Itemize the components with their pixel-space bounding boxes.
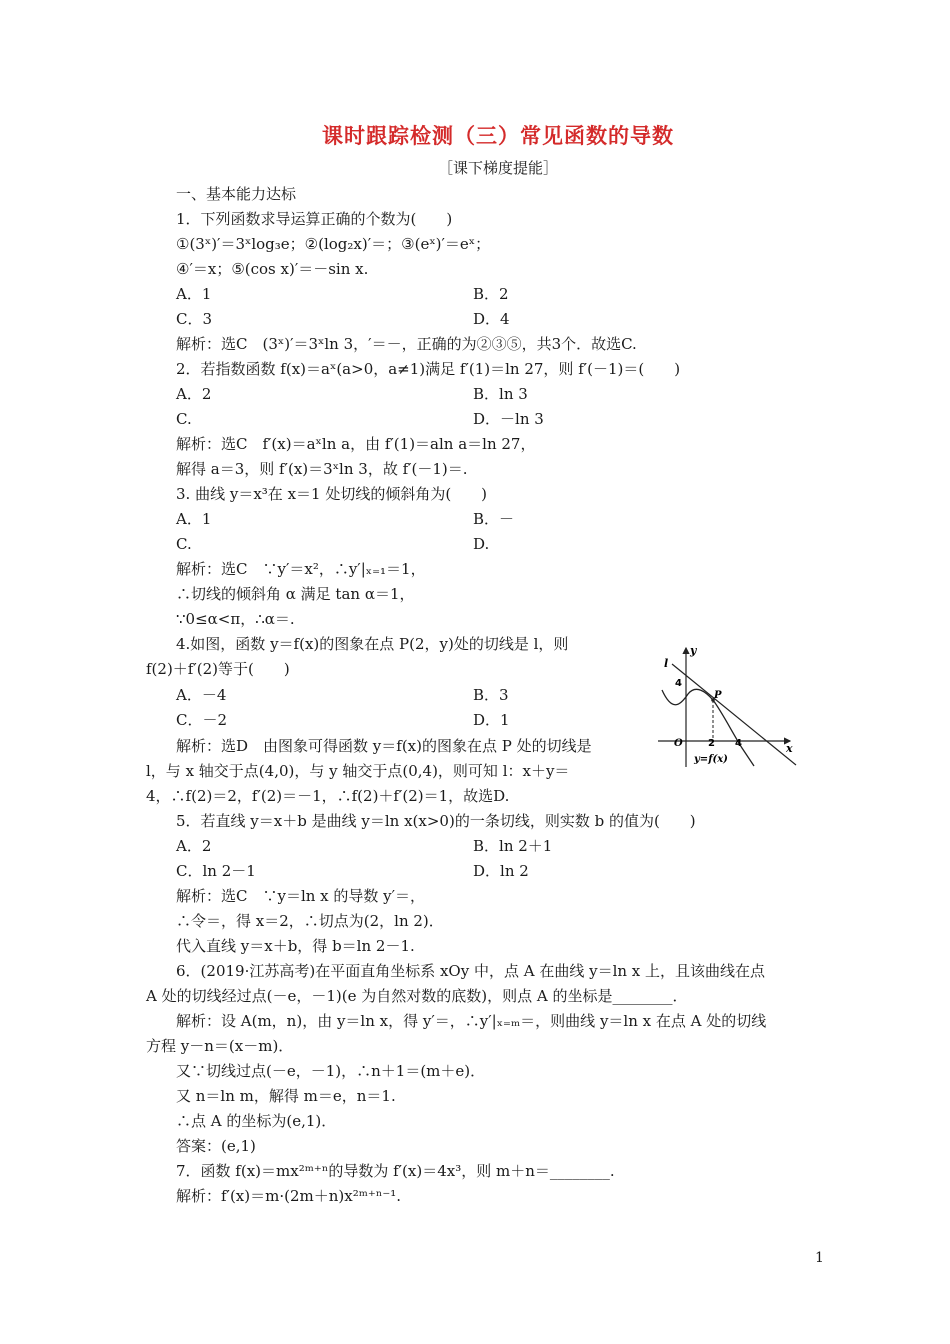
fig-x-label: x	[786, 742, 793, 755]
q6-solution-4: 又 n＝ln m，解得 m＝e，n＝1.	[176, 1087, 396, 1105]
q4-option-c: C．－2	[176, 711, 228, 729]
q6-solution-1: 解析：设 A(m，n)，由 y＝ln x，得 y′＝，∴y′|ₓ₌ₘ＝，则曲线 y＝ln x 在点 A 处的切线	[176, 1012, 767, 1030]
q5-option-a: A．2	[176, 837, 212, 855]
q2-solution-2: 解得 a＝3，则 f′(x)＝3ˣln 3，故 f′(－1)＝.	[176, 460, 468, 478]
fig-l-label: l	[664, 657, 669, 670]
fig-y-label: y	[690, 644, 697, 657]
q2-option-b: B．ln 3	[473, 385, 528, 403]
section-heading: 一、基本能力达标	[176, 185, 297, 203]
q4-option-a: A．－4	[176, 686, 227, 704]
q4-stem-1: 4.如图，函数 y＝f(x)的图象在点 P(2，y)处的切线是 l，则	[176, 635, 569, 653]
q2-solution-1: 解析：选C f′(x)＝aˣln a，由 f′(1)＝aln a＝ln 27，	[176, 435, 536, 453]
page-subtitle: ［课下梯度提能］	[437, 159, 558, 177]
q6-stem-1: 6．(2019·江苏高考)在平面直角坐标系 xOy 中，点 A 在曲线 y＝ln x 上，且该曲线在点	[176, 962, 766, 980]
q5-option-c: C．ln 2－1	[176, 862, 256, 880]
q1-option-a: A．1	[176, 285, 212, 303]
page-number: 1	[815, 1250, 824, 1266]
fig-function-label: y=f(x)	[694, 754, 728, 765]
q7-stem: 7．函数 f(x)＝mx²ᵐ⁺ⁿ的导数为 f′(x)＝4x³，则 m＋n＝________.	[176, 1162, 615, 1180]
q5-option-d: D．ln 2	[473, 862, 529, 880]
q2-option-c: C.	[176, 410, 192, 428]
q4-stem-2: f(2)＋f′(2)等于( )	[146, 660, 290, 678]
q4-option-b: B．3	[473, 686, 509, 704]
q1-option-b: B．2	[473, 285, 509, 303]
q3-solution-3: ∵0≤α<π，∴α＝.	[176, 610, 295, 628]
q2-stem: 2．若指数函数 f(x)＝aˣ(a>0，a≠1)满足 f′(1)＝ln 27，则 f′(－1)＝( )	[176, 360, 681, 378]
q6-solution-3: 又∵切线过点(－e，－1)，∴n＋1＝(m＋e)．	[176, 1062, 486, 1080]
fig-p-label: P	[714, 690, 722, 701]
q5-stem: 5．若直线 y＝x＋b 是曲线 y＝ln x(x>0)的一条切线，则实数 b 的值为( )	[176, 812, 696, 830]
tangent-line-figure	[650, 642, 800, 772]
q1-solution: 解析：选C (3ˣ)′＝3ˣln 3，′＝－，正确的为②③⑤，共3个．故选C.	[176, 335, 637, 353]
q5-solution-1: 解析：选C ∵y＝ln x 的导数 y′＝，	[176, 887, 426, 905]
fig-origin-label: O	[674, 738, 683, 749]
q4-solution-1: 解析：选D 由图象可得函数 y＝f(x)的图象在点 P 处的切线是	[176, 737, 592, 755]
q3-option-c: C.	[176, 535, 192, 553]
q3-solution-1: 解析：选C ∵y′＝x²，∴y′|ₓ₌₁＝1，	[176, 560, 426, 578]
q6-solution-5: ∴点 A 的坐标为(e,1)．	[176, 1112, 337, 1130]
q3-option-b: B．－	[473, 510, 515, 528]
q2-option-d: D．－ln 3	[473, 410, 544, 428]
q4-solution-3: 4，∴f(2)＝2，f′(2)＝－1，∴f(2)＋f′(2)＝1，故选D.	[146, 787, 510, 805]
q6-stem-2: A 处的切线经过点(－e，－1)(e 为自然对数的底数)，则点 A 的坐标是________．	[146, 987, 688, 1005]
tangent-line	[672, 664, 796, 765]
q5-solution-2: ∴令＝，得 x＝2，∴切点为(2，ln 2)．	[176, 912, 444, 930]
q3-option-a: A．1	[176, 510, 212, 528]
page-title: 课时跟踪检测（三）常见函数的导数	[322, 124, 674, 148]
q6-solution-2: 方程 y－n＝(x－m)．	[146, 1037, 294, 1055]
q4-option-d: D．1	[473, 711, 510, 729]
q3-solution-2: ∴切线的倾斜角 α 满足 tan α＝1，	[176, 585, 415, 603]
q3-stem: 3. 曲线 y＝x³在 x＝1 处切线的倾斜角为( )	[176, 485, 488, 503]
q1-option-c: C．3	[176, 310, 213, 328]
q4-solution-2: l，与 x 轴交于点(4,0)，与 y 轴交于点(0,4)，则可知 l：x＋y＝	[146, 762, 570, 780]
q3-option-d: D.	[473, 535, 490, 553]
q6-answer: 答案：(e,1)	[176, 1137, 256, 1155]
q1-line2: ④′＝x；⑤(cos x)′＝－sin x.	[176, 260, 369, 278]
fig-y-intercept-label: 4	[675, 678, 682, 689]
q5-solution-3: 代入直线 y＝x＋b，得 b＝ln 2－1.	[176, 937, 415, 955]
q1-line1: ①(3ˣ)′＝3ˣlog₃e；②(log₂x)′＝；③(eˣ)′＝eˣ；	[176, 235, 491, 253]
q1-stem: 1．下列函数求导运算正确的个数为( )	[176, 210, 453, 228]
fig-x-intercept-label: 4	[735, 738, 742, 749]
q5-option-b: B．ln 2＋1	[473, 837, 553, 855]
fig-two-label: 2	[708, 738, 715, 749]
q7-solution: 解析：f′(x)＝m·(2m＋n)x²ᵐ⁺ⁿ⁻¹.	[176, 1187, 402, 1205]
q1-option-d: D．4	[473, 310, 510, 328]
q2-option-a: A．2	[176, 385, 212, 403]
